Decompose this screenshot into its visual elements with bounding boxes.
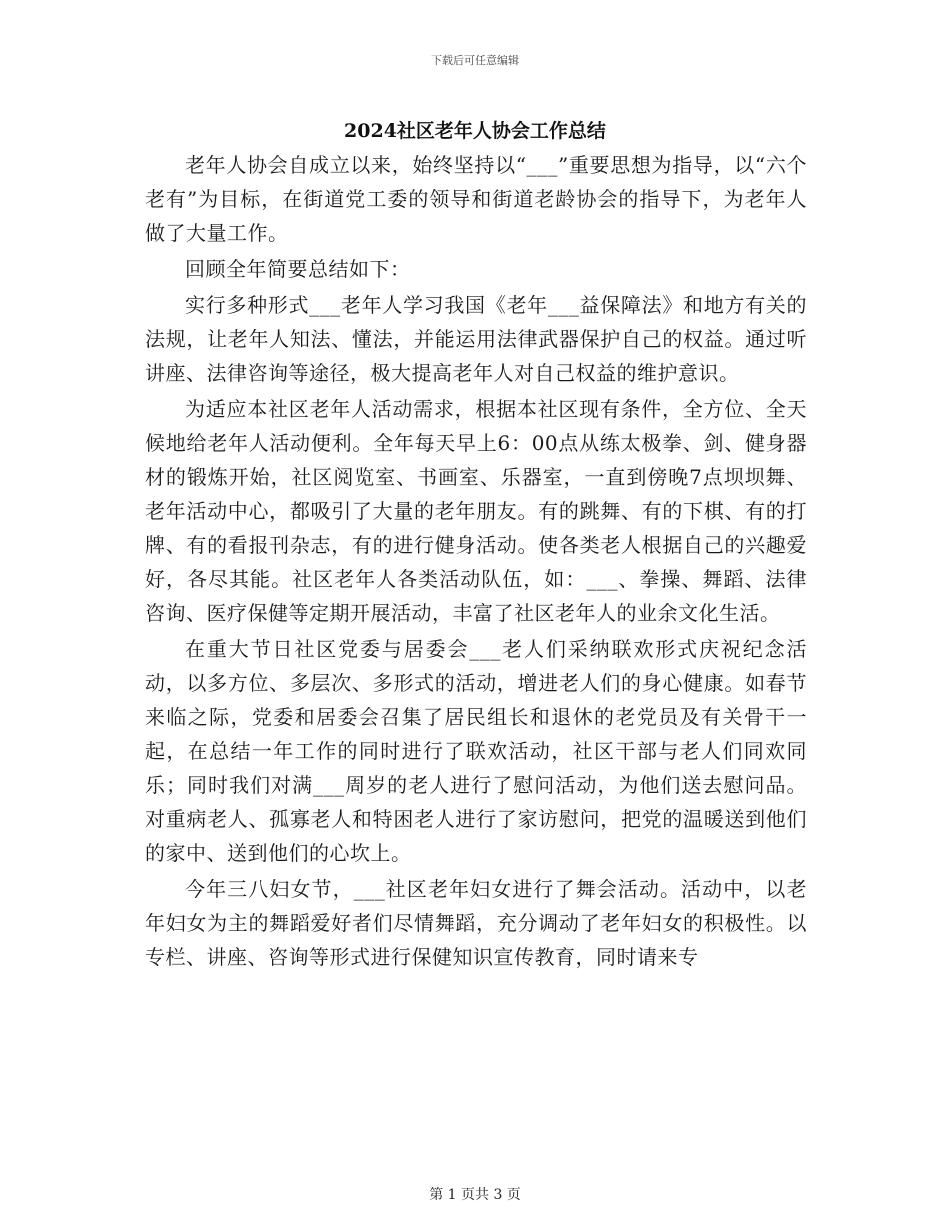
document-body [145, 148, 807, 976]
paragraph-daily-activities: 为适应本社区老年人活动需求，根据本社区现有条件，全方位、全天候地给老年人活动便利。全年每天早上6：00点从练太极拳、剑、健身器材的锻炼开始，社区阅览室、书画室、乐器室，一直到傍晚7点坝坝舞、老年活动中心，都吸引了大量的老年朋友。有的跳舞、有的下棋、有的打牌、有的看报刊杂志，有的进行健身活动。使各类老人根据自己的兴趣爱好，各尽其能。社区老年人各类活动队伍，如：___、拳操、舞蹈、法律咨询、医疗保健等定期开展活动，丰富了社区老年人的业余文化生活。 [145, 397, 807, 625]
document-title: 2024社区老年人协会工作总结 [344, 120, 606, 142]
paragraph-legal-education: 实行多种形式___老年人学习我国《老年___益保障法》和地方有关的法规，让老年人知法、懂法，并能运用法律武器保护自己的权益。通过听讲座、法律咨询等途径，极大提高老年人对自己权益的维护意识。 [145, 293, 807, 385]
page-header-note: 下载后可任意编辑 [431, 54, 519, 67]
paragraph-review: 回顾全年简要总结如下： [185, 257, 411, 281]
paragraph-womens-day: 今年三八妇女节，___社区老年妇女进行了舞会活动。活动中，以老年妇女为主的舞蹈爱好者们尽情舞蹈，充分调动了老年妇女的积极性。以专栏、讲座、咨询等形式进行保健知识宣传教育，同时请来专 [145, 877, 807, 969]
paragraph-festival-activities: 在重大节日社区党委与居委会___老人们采纳联欢形式庆祝纪念活动，以多方位、多层次、多形式的活动，增进老人们的身心健康。如春节来临之际，党委和居委会召集了居民组长和退休的老党员及有关骨干一起，在总结一年工作的同时进行了联欢活动，社区干部与老人们同欢同乐；同时我们对满___周岁的老人进行了慰问活动，为他们送去慰问品。对重病老人、孤寡老人和特困老人进行了家访慰问，把党的温暖送到他们的家中、送到他们的心坎上。 [145, 637, 807, 865]
page-number: 第 1 页共 3 页 [429, 1187, 521, 1203]
paragraph-intro: 老年人协会自成立以来，始终坚持以“___”重要思想为指导，以“六个老有”为目标，在街道党工委的领导和街道老龄协会的指导下，为老年人做了大量工作。 [145, 153, 807, 245]
